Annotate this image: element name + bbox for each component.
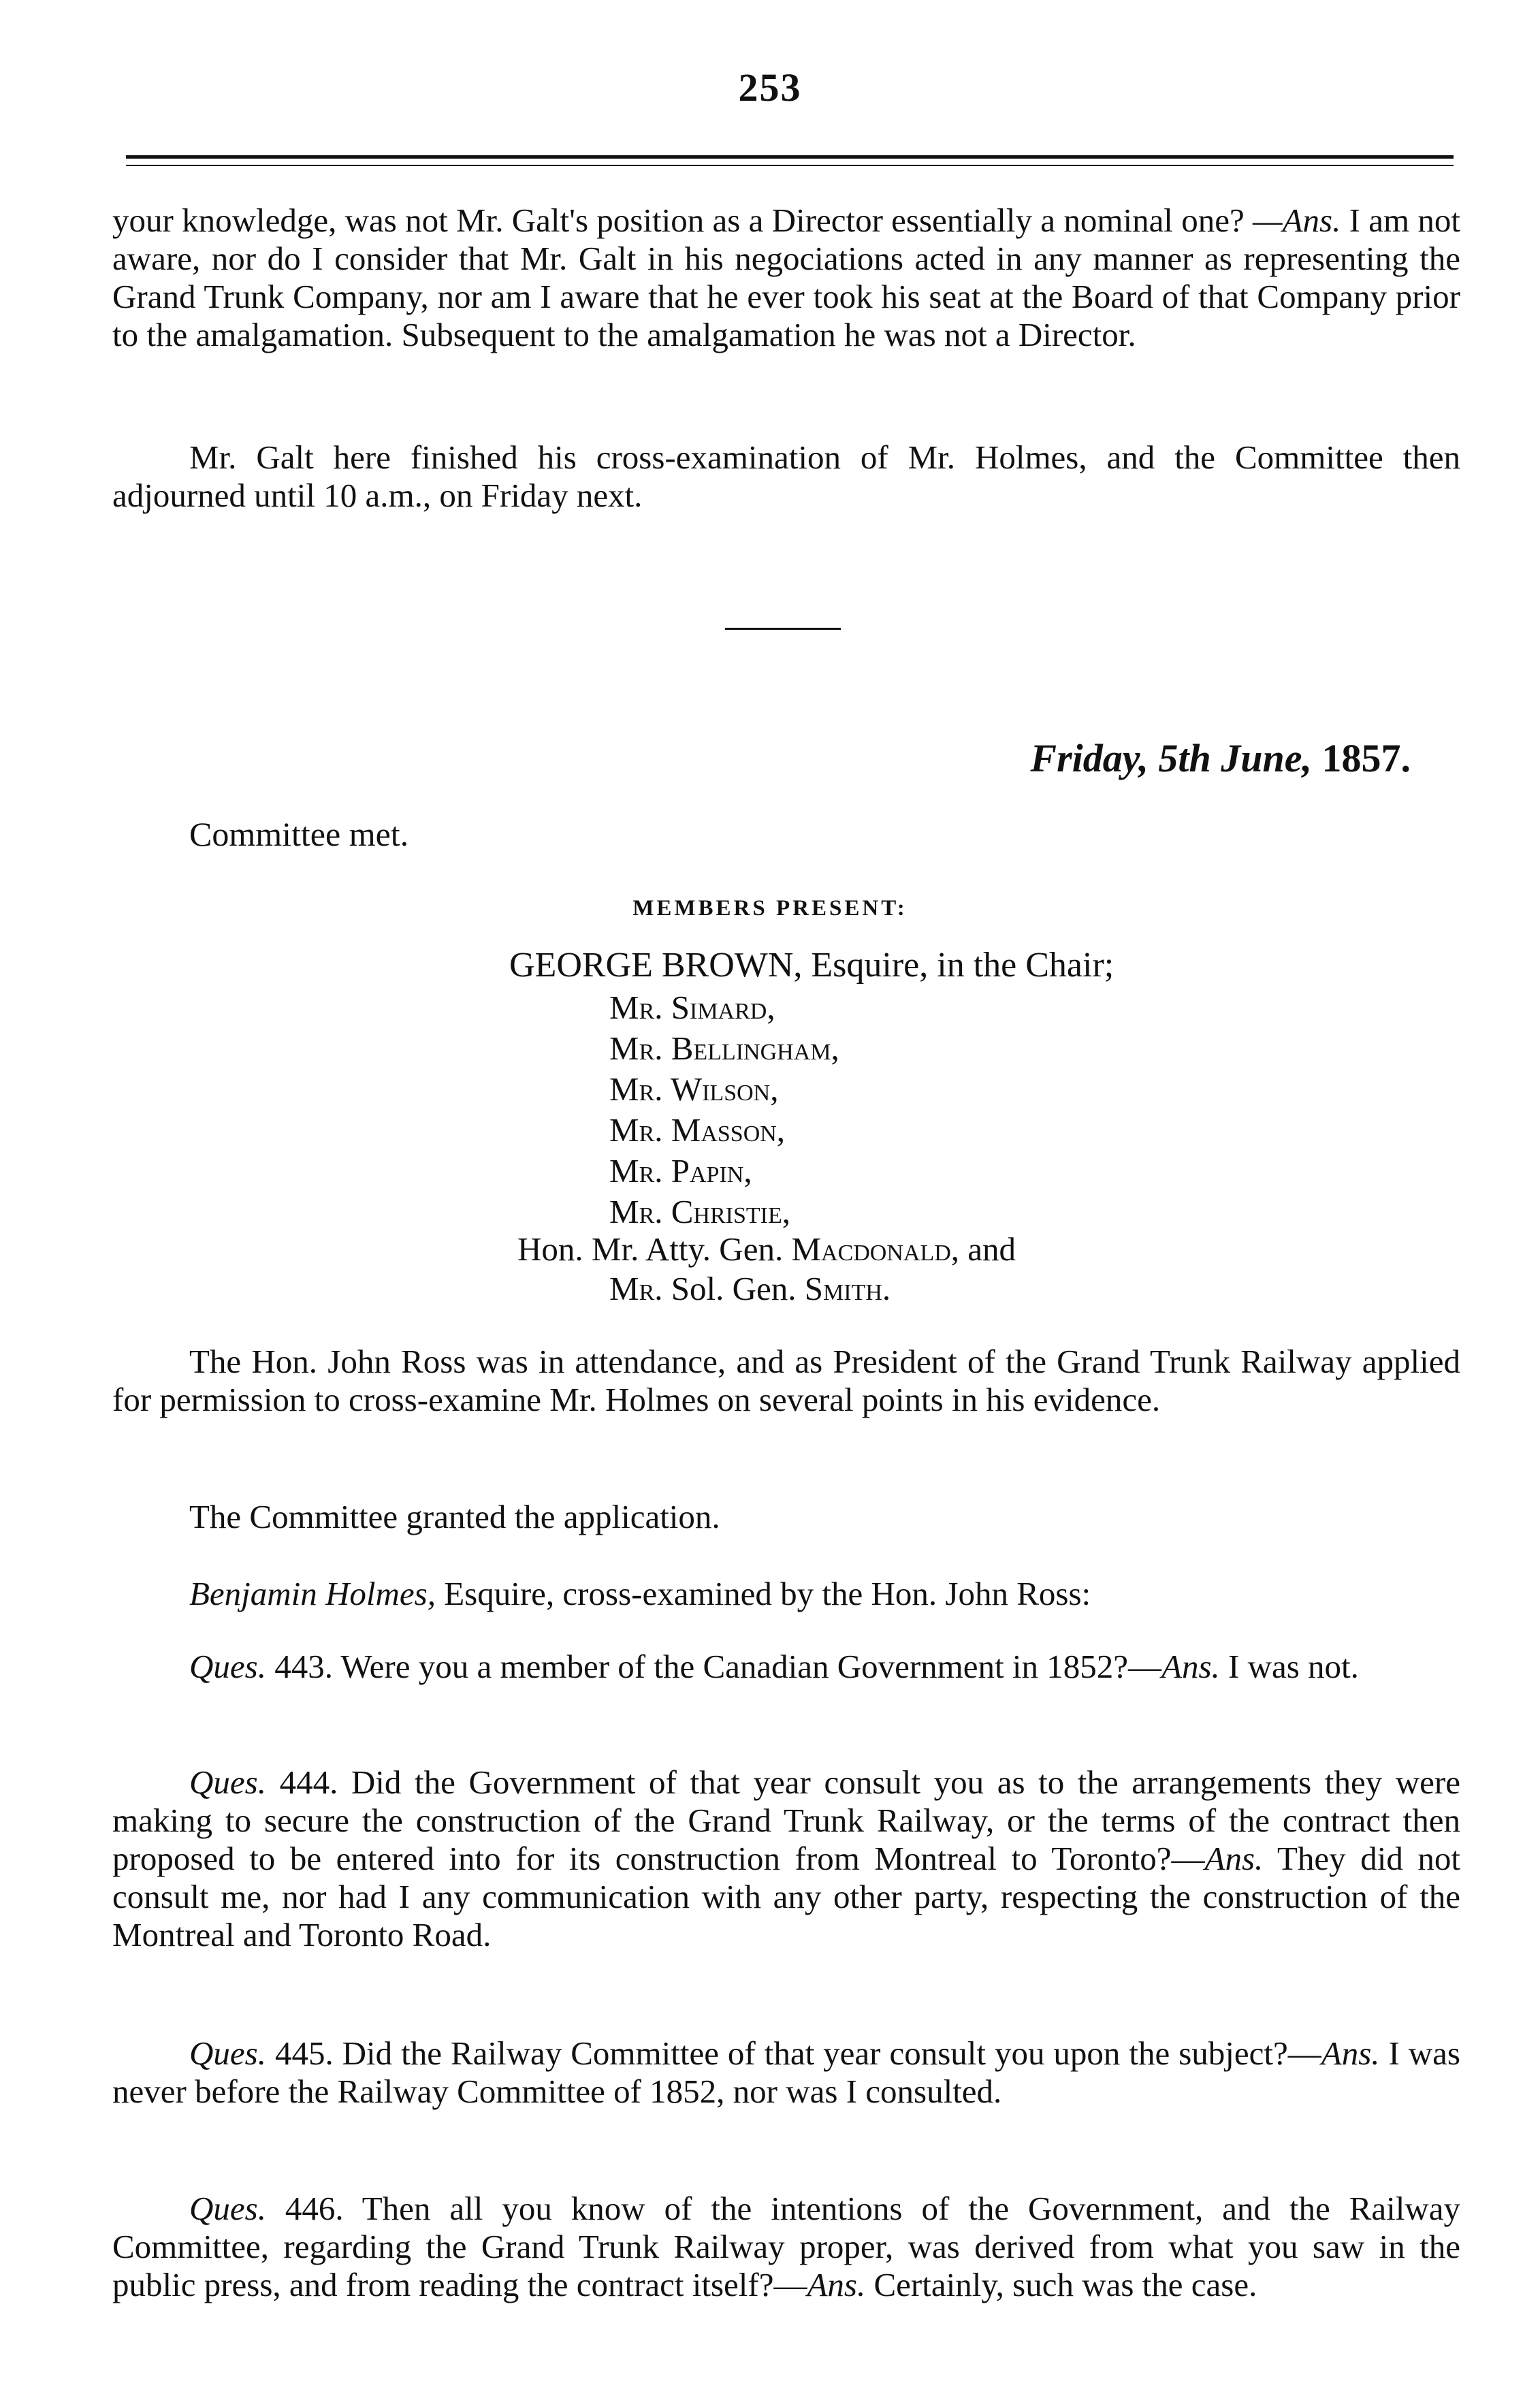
answer-label: Ans. [1321, 2034, 1380, 2072]
question-label: Ques. [189, 2190, 266, 2227]
member-entry: Mr. Masson, [609, 1111, 786, 1149]
member-name: Smith. [804, 1270, 891, 1307]
chair-line: GEORGE BROWN, Esquire, in the Chair; [509, 946, 1114, 985]
question-label: Ques. [189, 1648, 266, 1685]
member-suffix: and [959, 1230, 1016, 1268]
question-text: 443. Were you a member of the Canadian Government in 1852?— [266, 1648, 1162, 1685]
question-445 [112, 2034, 1460, 2111]
member-entry: Mr. Christie, [609, 1193, 791, 1230]
member-entry: Mr. Bellingham, [609, 1029, 839, 1067]
date-date: 5th June, [1158, 736, 1312, 780]
question-label: Ques. [189, 1763, 266, 1801]
member-entry: Mr. Wilson, [609, 1070, 779, 1108]
answer-label: Ans. [1204, 1840, 1264, 1877]
member-entry: Mr. Papin, [609, 1152, 752, 1189]
question-444 [112, 1763, 1460, 1954]
answer-label: —Ans. [1253, 202, 1341, 239]
question-text: 444. Did the Government of that year consult you as to the arrangements they were making to secure the construction of the Grand Trunk Railway, or the terms of the contract then proposed to be entered into for its construction from Montreal to Toronto?— [112, 1763, 1460, 1877]
continuation-text-a: your knowledge, was not Mr. Galt's position as a Director essentially a nominal one? [112, 202, 1245, 239]
answer-text: I was never before the Railway Committee of 1852, nor was I consulted. [112, 2034, 1460, 2110]
member-title: Sol. Gen. [671, 1270, 805, 1307]
question-text: 446. Then all you know of the intentions of the Government, and the Railway Committee, regarding the Grand Trunk Railway proper, was derived from what you saw in the public press, and from reading the contract itself?— [112, 2190, 1460, 2303]
date-day: Friday, [1030, 736, 1149, 780]
header-rule-thick [126, 155, 1454, 159]
continuation-paragraph [112, 202, 1460, 354]
answer-text: They did not consult me, nor had I any communication with any other party, respecting the construction of the Montreal and Toronto Road. [112, 1840, 1460, 1953]
member-entry: Mr. Simard, [609, 989, 775, 1026]
question-443 [112, 1648, 1460, 1686]
header-rule-thin [126, 165, 1454, 166]
answer-text: I was not. [1219, 1648, 1359, 1685]
member-name: Macdonald, [791, 1230, 960, 1268]
ross-paragraph: The Hon. John Ross was in attendance, and as President of the Grand Trunk Railway applied for permission to cross-examine Mr. Holmes on several points in his evidence. [112, 1343, 1460, 1418]
member-entry-hon [517, 1230, 1016, 1268]
question-text: 445. Did the Railway Committee of that year consult you upon the subject?— [266, 2034, 1321, 2072]
adjourn-paragraph: Mr. Galt here finished his cross-examination of Mr. Holmes, and the Committee then adjourned until 10 a.m., on Friday next. [112, 438, 1460, 514]
page-number: 253 [738, 65, 802, 110]
member-prefix: Mr. [609, 1270, 671, 1307]
answer-text: Certainly, such was the case. [865, 2266, 1257, 2303]
cross-exam-rest: Esquire, cross-examined by the Hon. John Ross: [436, 1575, 1091, 1612]
granted-paragraph: The Committee granted the application. [189, 1498, 720, 1535]
question-446 [112, 2190, 1460, 2304]
member-entry-last [609, 1269, 891, 1308]
committee-met: Committee met. [189, 815, 409, 853]
cross-exam-paragraph [112, 1575, 1460, 1613]
members-heading: MEMBERS PRESENT: [632, 896, 908, 921]
continuation-text-b: I am not aware, nor do I consider that Mr. Galt in his negociations acted in any manner as representing the Grand Trunk Company, nor am I aware that he ever took his seat at the Board of that Company prior to the amalgamation. Subsequent to the amalgamation he was not a Director. [112, 202, 1461, 353]
answer-label: Ans. [1161, 1648, 1220, 1685]
section-divider [725, 628, 841, 630]
witness-name: Benjamin Holmes, [189, 1575, 436, 1612]
date-year: 1857. [1321, 736, 1411, 780]
member-title: Atty. Gen. [645, 1230, 792, 1268]
question-label: Ques. [189, 2034, 266, 2072]
date-line [1030, 735, 1411, 781]
member-prefix: Hon. Mr. [517, 1230, 645, 1268]
answer-label: Ans. [807, 2266, 866, 2303]
